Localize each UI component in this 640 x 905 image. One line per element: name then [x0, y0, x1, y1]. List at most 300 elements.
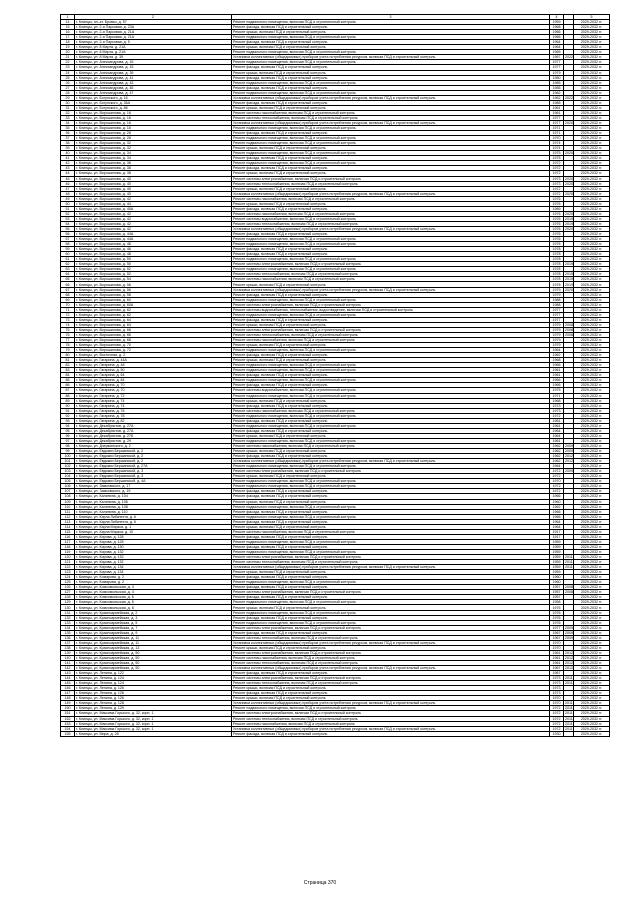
work-type-cell: Ремонт системы электроснабжения, включая ПСД и строительный контроль — [232, 625, 550, 630]
last-repair-year-cell: 2020 — [565, 287, 573, 292]
work-type-cell: Ремонт подвального помещения, включая ПСД и строительный контроль — [232, 297, 550, 302]
work-type-cell: Ремонт системы газоснабжения, включая ПСД и строительный контроль — [232, 196, 550, 201]
work-type-cell: Ремонт крыши, включая ПСД и строительный контроль — [232, 449, 550, 454]
period-cell: 2029-2032 гг. — [574, 60, 610, 65]
row-number: 60 — [61, 252, 75, 257]
address-cell: г. Клинцы, ул. Евдокии Бершанской, д. 3 — [75, 469, 232, 474]
row-number: 19 — [61, 45, 75, 50]
last-repair-year-cell: 2011 — [565, 706, 573, 711]
work-type-cell: Ремонт фасада, включая ПСД и строительный контроль — [232, 454, 550, 459]
work-type-cell: Ремонт подвального помещения, включая ПСД и строительный контроль — [232, 413, 550, 418]
work-type-cell: Ремонт подвального помещения, включая ПСД и строительный контроль — [232, 151, 550, 156]
work-type-cell: Ремонт подвального помещения, включая ПСД и строительный контроль — [232, 438, 550, 443]
row-number: 114 — [61, 524, 75, 529]
period-cell: 2029-2032 гг. — [574, 156, 610, 161]
address-cell: г. Клинцы, ул. Гагарина, д. 72 — [75, 393, 232, 398]
period-cell: 2029-2032 гг. — [574, 95, 610, 100]
address-cell: г. Клинцы, ул. Евдокии Бершанской, д. 4А — [75, 479, 232, 484]
row-number: 68 — [61, 292, 75, 297]
period-cell: 2029-2032 гг. — [574, 479, 610, 484]
period-cell: 2029-2032 гг. — [574, 388, 610, 393]
address-cell: г. Клинцы, ул. Комсомольская, д. 6 — [75, 595, 232, 600]
year-built-cell: 1988 — [550, 297, 564, 302]
year-built-cell: 1972 — [550, 474, 564, 479]
year-built-cell: 1961 — [550, 373, 564, 378]
row-number: 127 — [61, 590, 75, 595]
year-built-cell: 1970 — [550, 136, 564, 141]
period-cell: 2029-2032 гг. — [574, 438, 610, 443]
period-cell: 2029-2032 гг. — [574, 146, 610, 151]
work-type-cell: Ремонт фасада, включая ПСД и строительный контроль — [232, 519, 550, 524]
row-number: 56 — [61, 232, 75, 237]
period-cell: 2029-2032 гг. — [574, 267, 610, 272]
address-cell: г. Клинцы, ул. 2-я Парковая, д. 21А — [75, 35, 232, 40]
address-cell: г. Клинцы, ул. Комарова, д. 2 — [75, 580, 232, 585]
row-number: 28 — [61, 90, 75, 95]
year-built-cell: 1964 — [550, 433, 564, 438]
last-repair-year-cell: 2012 — [565, 650, 573, 655]
work-type-cell: Ремонт системы газоснабжения, включая ПСД и строительный контроль — [232, 408, 550, 413]
address-cell: г. Клинцы, ул. Александрова, д. 15 — [75, 65, 232, 70]
period-cell: 2029-2032 гг. — [574, 176, 610, 181]
year-built-cell: 1959 — [550, 539, 564, 544]
address-cell: г. Клинцы, ул. Максима Горького, д. 32, корп. 1 — [75, 726, 232, 731]
address-cell: г. Клинцы, ул. Гагарина, д. 64 — [75, 373, 232, 378]
work-type-cell: Ремонт крыши, включая ПСД и строительный контроль — [232, 186, 550, 191]
year-built-cell: 1976 — [550, 620, 564, 625]
period-cell: 2029-2032 гг. — [574, 524, 610, 529]
work-type-cell: Ремонт системы водоснабжения, включая ПСД и строительный контроль — [232, 388, 550, 393]
work-type-cell: Ремонт подвального помещения, включая ПСД и строительный контроль — [232, 80, 550, 85]
year-built-cell: 1961 — [550, 655, 564, 660]
year-built-cell: 1964 — [550, 348, 564, 353]
period-cell: 2029-2032 гг. — [574, 635, 610, 640]
row-number: 76 — [61, 332, 75, 337]
period-cell: 2029-2032 гг. — [574, 721, 610, 726]
period-cell: 2029-2032 гг. — [574, 358, 610, 363]
year-built-cell: 1976 — [550, 196, 564, 201]
work-type-cell: Ремонт подвального помещения, включая ПСД и строительный контроль — [232, 484, 550, 489]
row-number: 131 — [61, 610, 75, 615]
period-cell: 2029-2032 гг. — [574, 464, 610, 469]
row-number: 140 — [61, 655, 75, 660]
period-cell: 2029-2032 гг. — [574, 681, 610, 686]
last-repair-year-cell: 2019 — [565, 282, 573, 287]
row-number: 61 — [61, 257, 75, 262]
period-cell: 2029-2032 гг. — [574, 433, 610, 438]
col-number-2: 2 — [75, 15, 232, 20]
work-type-cell: Ремонт системы теплоснабжения, включая ПСД и строительный контроль — [232, 115, 550, 120]
address-cell: г. Клинцы, ул. Ворошилова, д. 44А — [75, 237, 232, 242]
address-cell: г. Клинцы, ул. Мира, д. 28 — [75, 731, 232, 736]
work-type-cell: Ремонт подвального помещения, включая ПСД и строительный контроль — [232, 136, 550, 141]
work-type-cell: Ремонт крыши, включая ПСД и строительный контроль — [232, 45, 550, 50]
work-type-cell: Ремонт фасада, включая ПСД и строительный контроль — [232, 247, 550, 252]
col-number-1: 1 — [61, 15, 75, 20]
address-cell: г. Клинцы, ул. Кирова, д. 134 — [75, 570, 232, 575]
period-cell: 2029-2032 гг. — [574, 499, 610, 504]
period-cell: 2029-2032 гг. — [574, 277, 610, 282]
address-cell: г. Клинцы, ул. Гагарина, д. 50 — [75, 368, 232, 373]
work-type-cell: Ремонт подвального помещения, включая ПСД и строительный контроль — [232, 90, 550, 95]
row-number: 35 — [61, 126, 75, 131]
row-number: 17 — [61, 35, 75, 40]
last-repair-year-cell: 2012 — [565, 454, 573, 459]
work-type-cell: Ремонт крыши, включая ПСД и строительный контроль — [232, 201, 550, 206]
row-number: 128 — [61, 595, 75, 600]
year-built-cell: 1964 — [550, 45, 564, 50]
year-built-cell: 1977 — [550, 307, 564, 312]
period-cell: 2029-2032 гг. — [574, 65, 610, 70]
row-number: 58 — [61, 242, 75, 247]
period-cell: 2029-2032 гг. — [574, 287, 610, 292]
address-cell: г. Клинцы, ул. Ворошилова, д. 64 — [75, 322, 232, 327]
year-built-cell: 1972 — [550, 186, 564, 191]
work-type-cell: Ремонт подвального помещения, включая ПСД и строительный контроль — [232, 706, 550, 711]
address-cell: г. Клинцы, ул. Калинина, д. 110 — [75, 509, 232, 514]
address-cell: г. Клинцы, ул. Евдокии Бершанской, д. 2 — [75, 449, 232, 454]
year-built-cell: 1967 — [550, 671, 564, 676]
year-built-cell: 1978 — [550, 272, 564, 277]
row-number: 116 — [61, 534, 75, 539]
period-cell: 2029-2032 гг. — [574, 131, 610, 136]
work-type-cell: Ремонт фасада, включая ПСД и строительный контроль — [232, 428, 550, 433]
row-number: 16 — [61, 30, 75, 35]
period-cell: 2029-2032 гг. — [574, 469, 610, 474]
work-type-cell: Ремонт системы электроснабжения, включая ПСД и строительный контроль — [232, 327, 550, 332]
year-built-cell: 1979 — [550, 287, 564, 292]
row-number: 133 — [61, 620, 75, 625]
period-cell: 2029-2032 гг. — [574, 565, 610, 570]
year-built-cell: 1976 — [550, 237, 564, 242]
address-cell: г. Клинцы, ул. Ворошилова, д. 28 — [75, 131, 232, 136]
address-cell: г. Клинцы, ул. Калинина, д. 108 — [75, 504, 232, 509]
row-number: 149 — [61, 701, 75, 706]
last-repair-year-cell: 2011 — [565, 726, 573, 731]
year-built-cell: 1979 — [550, 322, 564, 327]
work-type-cell: Ремонт подвального помещения, включая ПСД и строительный контроль — [232, 312, 550, 317]
address-cell: г. Клинцы, ул. Ленина, д. 126 — [75, 696, 232, 701]
work-type-cell: Ремонт системы теплоснабжения, включая ПСД и строительный контроль — [232, 635, 550, 640]
work-type-cell: Ремонт подвального помещения, включая ПСД и строительный контроль — [232, 242, 550, 247]
address-cell: г. Клинцы, ул. Александрова, д. 43 — [75, 80, 232, 85]
work-type-cell: Ремонт крыши, включая ПСД и строительный контроль — [232, 398, 550, 403]
period-cell: 2029-2032 гг. — [574, 600, 610, 605]
year-built-cell: 1989 — [550, 206, 564, 211]
period-cell: 2029-2032 гг. — [574, 141, 610, 146]
year-built-cell: 1970 — [550, 696, 564, 701]
period-cell: 2029-2032 гг. — [574, 90, 610, 95]
address-cell: г. Клинцы, ул. Ворошилова, д. 46 — [75, 242, 232, 247]
period-cell: 2029-2032 гг. — [574, 393, 610, 398]
address-cell: г. Клинцы, ул. Ворошилова, д. 42 — [75, 221, 232, 226]
work-type-cell: Ремонт крыши, включая ПСД и строительный контроль — [232, 30, 550, 35]
work-type-cell: Ремонт фасада, включая ПСД и строительный контроль — [232, 595, 550, 600]
year-built-cell: 1978 — [550, 257, 564, 262]
last-repair-year-cell: 2012 — [565, 666, 573, 671]
period-cell: 2029-2032 гг. — [574, 373, 610, 378]
row-number: 33 — [61, 115, 75, 120]
work-type-cell: Ремонт фасада, включая ПСД и строительный контроль — [232, 575, 550, 580]
period-cell: 2029-2032 гг. — [574, 191, 610, 196]
period-cell: 2029-2032 гг. — [574, 403, 610, 408]
last-repair-year-cell: 2011 — [565, 681, 573, 686]
row-number: 142 — [61, 666, 75, 671]
row-number: 139 — [61, 650, 75, 655]
row-number: 102 — [61, 464, 75, 469]
row-number: 22 — [61, 60, 75, 65]
row-number: 94 — [61, 423, 75, 428]
period-cell: 2029-2032 гг. — [574, 353, 610, 358]
period-cell: 2029-2032 гг. — [574, 211, 610, 216]
year-built-cell: 1972 — [550, 166, 564, 171]
address-cell: г. Клинцы, ул. Гагарина, д. 78 — [75, 413, 232, 418]
row-number: 82 — [61, 363, 75, 368]
year-built-cell: 1972 — [550, 191, 564, 196]
period-cell: 2029-2032 гг. — [574, 292, 610, 297]
period-cell: 2029-2032 гг. — [574, 161, 610, 166]
work-type-cell: Установка коллективных (общедомовых) приборов учета потребления ресурсов, включая ПСД и строительный контроль — [232, 287, 550, 292]
period-cell: 2029-2032 гг. — [574, 35, 610, 40]
work-type-cell: Ремонт системы газоснабжения, включая ПСД и строительный контроль — [232, 110, 550, 115]
address-cell: г. Клинцы, ул. Гагарина, д. 70 — [75, 388, 232, 393]
table-row — [61, 731, 610, 736]
period-cell: 2029-2032 гг. — [574, 620, 610, 625]
period-cell: 2029-2032 гг. — [574, 731, 610, 736]
year-built-cell: 1972 — [550, 711, 564, 716]
work-type-cell: Ремонт крыши, включая ПСД и строительный контроль — [232, 605, 550, 610]
year-built-cell: 1978 — [550, 262, 564, 267]
address-cell: г. Клинцы, ул. Красноармейская, д. 50 — [75, 655, 232, 660]
year-built-cell: 1966 — [550, 514, 564, 519]
period-cell: 2029-2032 гг. — [574, 226, 610, 231]
last-repair-year-cell: 2020 — [565, 176, 573, 181]
row-number: 21 — [61, 55, 75, 60]
row-number: 31 — [61, 105, 75, 110]
row-number: 59 — [61, 247, 75, 252]
work-type-cell: Ремонт фасада, включая ПСД и строительный контроль — [232, 509, 550, 514]
address-cell: г. Клинцы, ул. Замковского, д. 19 — [75, 489, 232, 494]
year-built-cell: 1966 — [550, 383, 564, 388]
period-cell: 2029-2032 гг. — [574, 378, 610, 383]
year-built-cell: 1979 — [550, 70, 564, 75]
work-type-cell: Ремонт системы теплоснабжения, включая ПСД и строительный контроль — [232, 716, 550, 721]
year-built-cell: 1970 — [550, 640, 564, 645]
year-built-cell: 1961 — [550, 368, 564, 373]
year-built-cell: 1972 — [550, 721, 564, 726]
address-cell: г. Клинцы, ул. Комсомольская, д. 4 — [75, 590, 232, 595]
year-built-cell: 1978 — [550, 252, 564, 257]
year-built-cell: 1966 — [550, 30, 564, 35]
work-type-cell: Ремонт подвального помещения, включая ПСД и строительный контроль — [232, 141, 550, 146]
row-number: 71 — [61, 307, 75, 312]
address-cell: г. Клинцы, ул. Ворошилова, д. 42 — [75, 196, 232, 201]
work-type-cell: Ремонт системы электроснабжения, включая ПСД и строительный контроль — [232, 650, 550, 655]
year-built-cell: 1964 — [550, 428, 564, 433]
period-cell: 2029-2032 гг. — [574, 428, 610, 433]
last-repair-year-cell: 2012 — [565, 459, 573, 464]
year-built-cell: 1978 — [550, 277, 564, 282]
address-cell: г. Клинцы, ул. Ворошилова, д. 66 — [75, 332, 232, 337]
work-type-cell: Ремонт крыши, включая ПСД и строительный контроль — [232, 358, 550, 363]
work-type-cell: Установка коллективных (общедомовых) приборов учета потребления ресурсов, включая ПСД и строительный контроль — [232, 191, 550, 196]
row-number: 154 — [61, 726, 75, 731]
work-type-cell: Ремонт фасада, включая ПСД и строительный контроль — [232, 373, 550, 378]
row-number: 69 — [61, 297, 75, 302]
year-built-cell: 1973 — [550, 691, 564, 696]
row-number: 77 — [61, 338, 75, 343]
last-repair-year-cell: 2011 — [565, 560, 573, 565]
address-cell: г. Клинцы, ул. Ворошилова, д. 42 — [75, 226, 232, 231]
year-built-cell: 1979 — [550, 343, 564, 348]
year-built-cell: 1967 — [550, 630, 564, 635]
year-built-cell: 1971 — [550, 131, 564, 136]
address-cell: г. Клинцы, ул. Ворошилова, д. 62 — [75, 312, 232, 317]
address-cell: г. Клинцы, ул. Богунского, д. 16 — [75, 95, 232, 100]
last-repair-year-cell: 2009 — [565, 630, 573, 635]
last-repair-year-cell — [564, 731, 574, 736]
row-number: 108 — [61, 494, 75, 499]
address-cell: г. Клинцы, ул. Декабристов, д. 27А — [75, 423, 232, 428]
address-cell: г. Клинцы, ул. Ворошилова, д. 40 — [75, 191, 232, 196]
row-number: 92 — [61, 413, 75, 418]
row-number: 78 — [61, 343, 75, 348]
row-number: 30 — [61, 100, 75, 105]
work-type-cell: Ремонт системы теплоснабжения, включая ПСД и строительный контроль — [232, 221, 550, 226]
work-type-cell: Установка коллективных (общедомовых) приборов учета потребления ресурсов, включая ПСД и строительный контроль — [232, 120, 550, 125]
year-built-cell: 1976 — [550, 226, 564, 231]
period-cell: 2029-2032 гг. — [574, 166, 610, 171]
year-built-cell: 1964 — [550, 524, 564, 529]
last-repair-year-cell: 2009 — [565, 635, 573, 640]
address-cell: г. Клинцы, ул. Ворошилова, д. 58 — [75, 292, 232, 297]
row-number: 100 — [61, 454, 75, 459]
work-type-cell: Ремонт системы газоснабжения, включая ПСД и строительный контроль — [232, 443, 550, 448]
work-type-cell: Ремонт системы электроснабжения, включая ПСД и строительный контроль — [232, 590, 550, 595]
row-number: 101 — [61, 459, 75, 464]
row-number: 103 — [61, 469, 75, 474]
year-built-cell: 1961 — [550, 105, 564, 110]
period-cell: 2029-2032 гг. — [574, 418, 610, 423]
work-type-cell: Ремонт фасада, включая ПСД и строительный контроль — [232, 418, 550, 423]
row-number: 96 — [61, 433, 75, 438]
year-built-cell: 1976 — [550, 232, 564, 237]
period-cell: 2029-2032 гг. — [574, 302, 610, 307]
address-cell: г. Клинцы, ул. 2-я Парковая, д. 23А — [75, 25, 232, 30]
year-built-cell: 1988 — [550, 302, 564, 307]
row-number: 125 — [61, 580, 75, 585]
address-cell: г. Клинцы, ул. Красноармейская, д. 50 — [75, 661, 232, 666]
period-cell: 2029-2032 гг. — [574, 671, 610, 676]
col-number-3: 3 — [232, 15, 550, 20]
year-built-cell: 1976 — [550, 221, 564, 226]
period-cell: 2029-2032 гг. — [574, 70, 610, 75]
work-type-cell: Ремонт подвального помещения, включая ПСД и строительный контроль — [232, 161, 550, 166]
address-cell: г. Клинцы, ул. Ворошилова, д. 32 — [75, 141, 232, 146]
period-cell: 2029-2032 гг. — [574, 509, 610, 514]
address-cell: г. Клинцы, ул. Ленина, д. 128 — [75, 701, 232, 706]
row-number: 118 — [61, 544, 75, 549]
row-number: 150 — [61, 706, 75, 711]
work-type-cell: Ремонт подвального помещения, включая ПСД и строительный контроль — [232, 549, 550, 554]
address-cell: г. Клинцы, ул. Калинина, д. 104 — [75, 494, 232, 499]
period-cell: 2029-2032 гг. — [574, 666, 610, 671]
address-cell: г. Клинцы, ул. Ворошилова, д. 16 — [75, 115, 232, 120]
period-cell: 2029-2032 гг. — [574, 257, 610, 262]
row-number: 87 — [61, 388, 75, 393]
row-number: 141 — [61, 661, 75, 666]
row-number: 25 — [61, 75, 75, 80]
row-number: 130 — [61, 605, 75, 610]
period-cell: 2029-2032 гг. — [574, 338, 610, 343]
period-cell: 2029-2032 гг. — [574, 630, 610, 635]
period-cell: 2029-2032 гг. — [574, 181, 610, 186]
work-type-cell: Ремонт подвального помещения, включая ПСД и строительный контроль — [232, 50, 550, 55]
address-cell: г. Клинцы, ул. Ворошилова, д. 42 — [75, 211, 232, 216]
period-cell: 2029-2032 гг. — [574, 549, 610, 554]
period-cell: 2029-2032 гг. — [574, 544, 610, 549]
work-type-cell: Ремонт фасада, включая ПСД и строительный контроль — [232, 731, 550, 736]
year-built-cell: 1961 — [550, 110, 564, 115]
address-cell: г. Клинцы, ул. Гагарина, д. 74 — [75, 403, 232, 408]
period-cell: 2029-2032 гг. — [574, 661, 610, 666]
row-number: 26 — [61, 80, 75, 85]
year-built-cell: 1961 — [550, 650, 564, 655]
row-number: 62 — [61, 262, 75, 267]
work-type-cell: Ремонт системы электроснабжения, включая ПСД и строительный контроль — [232, 676, 550, 681]
period-cell: 2029-2032 гг. — [574, 645, 610, 650]
year-built-cell: 1977 — [550, 625, 564, 630]
work-type-cell: Ремонт системы газоснабжения, включая ПСД и строительный контроль — [232, 721, 550, 726]
period-cell: 2029-2032 гг. — [574, 80, 610, 85]
row-number: 18 — [61, 40, 75, 45]
row-number: 65 — [61, 277, 75, 282]
year-built-cell: 1967 — [550, 635, 564, 640]
work-type-cell: Ремонт фасада, включая ПСД и строительный контроль — [232, 156, 550, 161]
row-number: 63 — [61, 267, 75, 272]
work-type-cell: Ремонт фасада, включая ПСД и строительный контроль — [232, 630, 550, 635]
work-type-cell: Ремонт подвального помещения, включая ПСД и строительный контроль — [232, 423, 550, 428]
address-cell: г. Клинцы, ул. Кирова, д. 130 — [75, 544, 232, 549]
last-repair-year-cell: 2020 — [565, 181, 573, 186]
period-cell: 2029-2032 гг. — [574, 691, 610, 696]
last-repair-year-cell: 2019 — [565, 216, 573, 221]
row-number: 57 — [61, 237, 75, 242]
row-number: 24 — [61, 70, 75, 75]
address-cell: г. Клинцы, ул. Александрова, д. 47 — [75, 90, 232, 95]
year-built-cell: 1964 — [550, 464, 564, 469]
year-built-cell: 1972 — [550, 489, 564, 494]
address-cell: г. Клинцы, ул. Кирова, д. 128 — [75, 534, 232, 539]
work-type-cell: Ремонт подвального помещения, включая ПСД и строительный контроль — [232, 35, 550, 40]
year-built-cell: 1962 — [550, 504, 564, 509]
row-number: 146 — [61, 686, 75, 691]
work-type-cell: Ремонт крыши, включая ПСД и строительный контроль — [232, 474, 550, 479]
period-cell: 2029-2032 гг. — [574, 640, 610, 645]
year-built-cell: 1975 — [550, 151, 564, 156]
work-type-cell: Установка коллективных (общедомовых) приборов учета потребления ресурсов, включая ПСД и строительный контроль — [232, 95, 550, 100]
work-type-cell: Ремонт фасада, включая ПСД и строительный контроль — [232, 206, 550, 211]
row-number: 20 — [61, 50, 75, 55]
period-cell: 2029-2032 гг. — [574, 555, 610, 560]
work-type-cell: Ремонт крыши, включая ПСД и строительный контроль — [232, 105, 550, 110]
year-built-cell: 1968 — [550, 25, 564, 30]
row-number: 64 — [61, 272, 75, 277]
year-built-cell: 1972 — [550, 469, 564, 474]
year-built-cell: 1970 — [550, 701, 564, 706]
year-built-cell: 1972 — [550, 726, 564, 731]
year-built-cell: 1917 — [550, 529, 564, 534]
